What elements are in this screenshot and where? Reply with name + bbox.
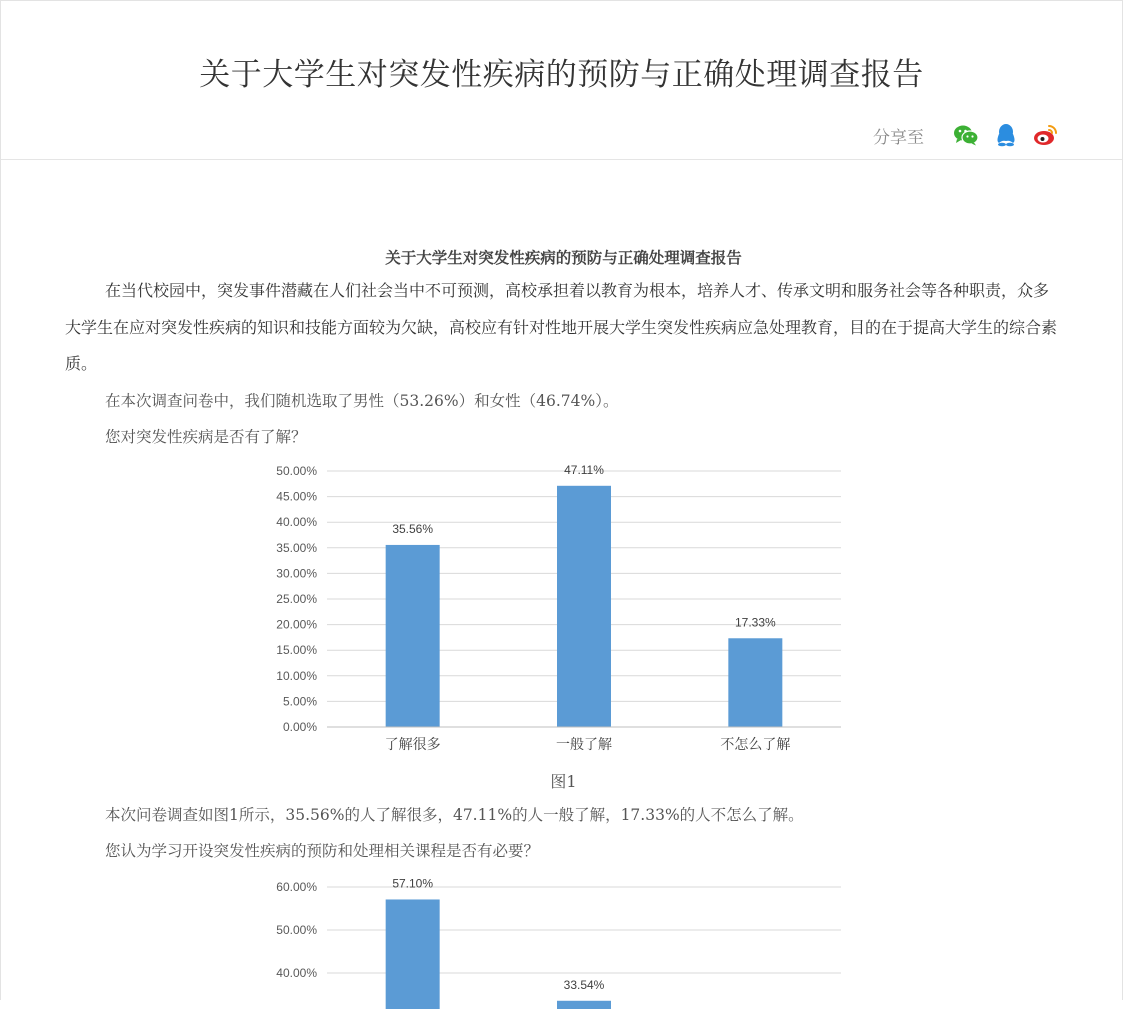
y-tick-label: 30.00% (276, 565, 317, 580)
figure-1-summary: 本次问卷调查如图1所示，35.56%的人了解很多，47.11%的人一般了解，17.33%的人不怎么了解。 (105, 805, 804, 824)
y-tick-label: 40.00% (276, 965, 317, 980)
bar (386, 544, 440, 726)
share-label: 分享至 (873, 127, 924, 148)
y-tick-label: 50.00% (276, 922, 317, 937)
bar (557, 485, 611, 726)
y-tick-label: 15.00% (276, 642, 317, 657)
page-header (1, 1, 1122, 160)
data-label: 17.33% (734, 614, 776, 629)
x-category-label: 了解很多 (384, 736, 441, 753)
question-1: 您对突发性疾病是否有了解？ (105, 427, 307, 446)
y-tick-label: 0.00% (282, 719, 317, 734)
y-tick-label: 50.00% (276, 463, 317, 478)
figure-1-caption: 图1 (550, 771, 577, 791)
y-tick-label: 35.00% (276, 540, 317, 555)
data-label: 35.56% (392, 521, 434, 536)
y-tick-label: 10.00% (276, 668, 317, 683)
figure-1-svg (65, 455, 1065, 767)
figure-2-svg (65, 869, 1065, 1009)
bar (557, 1000, 611, 1008)
intro-paragraph: 在当代校园中，突发事件潜藏在人们社会当中不可预测，高校承担着以教育为根本，培养人才、传承文明和服务社会等各种职责，众多大学生在应对突发性疾病的知识和技能方面较为欠缺，高校应有针对性地开展大学生突发性疾病应急处理教育，目的在于提高大学生的综合素质。 (65, 281, 1058, 373)
figure-1-chart (65, 455, 1065, 767)
y-tick-label: 5.00% (282, 693, 317, 708)
article-body (65, 237, 1062, 1009)
page-title: 关于大学生对突发性疾病的预防与正确处理调查报告 (199, 57, 924, 93)
weibo-icon[interactable] (1032, 122, 1060, 148)
x-category-label: 不怎么了解 (720, 736, 791, 753)
question-2: 您认为学习开设突发性疾病的预防和处理相关课程是否有必要？ (105, 841, 540, 860)
data-label: 47.11% (564, 462, 604, 477)
y-tick-label: 60.00% (276, 879, 317, 894)
article-title: 关于大学生对突发性疾病的预防与正确处理调查报告 (385, 249, 742, 267)
y-tick-label: 20.00% (276, 617, 317, 632)
wechat-icon[interactable] (952, 122, 980, 148)
bar (386, 899, 440, 1009)
qq-icon[interactable] (992, 122, 1020, 148)
data-label: 57.10% (392, 875, 434, 890)
y-tick-label: 40.00% (276, 514, 317, 529)
bar (728, 638, 782, 727)
share-bar (873, 122, 1060, 148)
y-tick-label: 45.00% (276, 489, 317, 504)
x-category-label: 一般了解 (556, 736, 612, 753)
y-tick-label: 25.00% (276, 591, 317, 606)
figure-2-chart (65, 869, 1065, 1009)
data-label: 33.54% (563, 977, 605, 992)
gender-paragraph: 在本次调查问卷中，我们随机选取了男性（53.26%）和女性（46.74%）。 (105, 391, 619, 410)
